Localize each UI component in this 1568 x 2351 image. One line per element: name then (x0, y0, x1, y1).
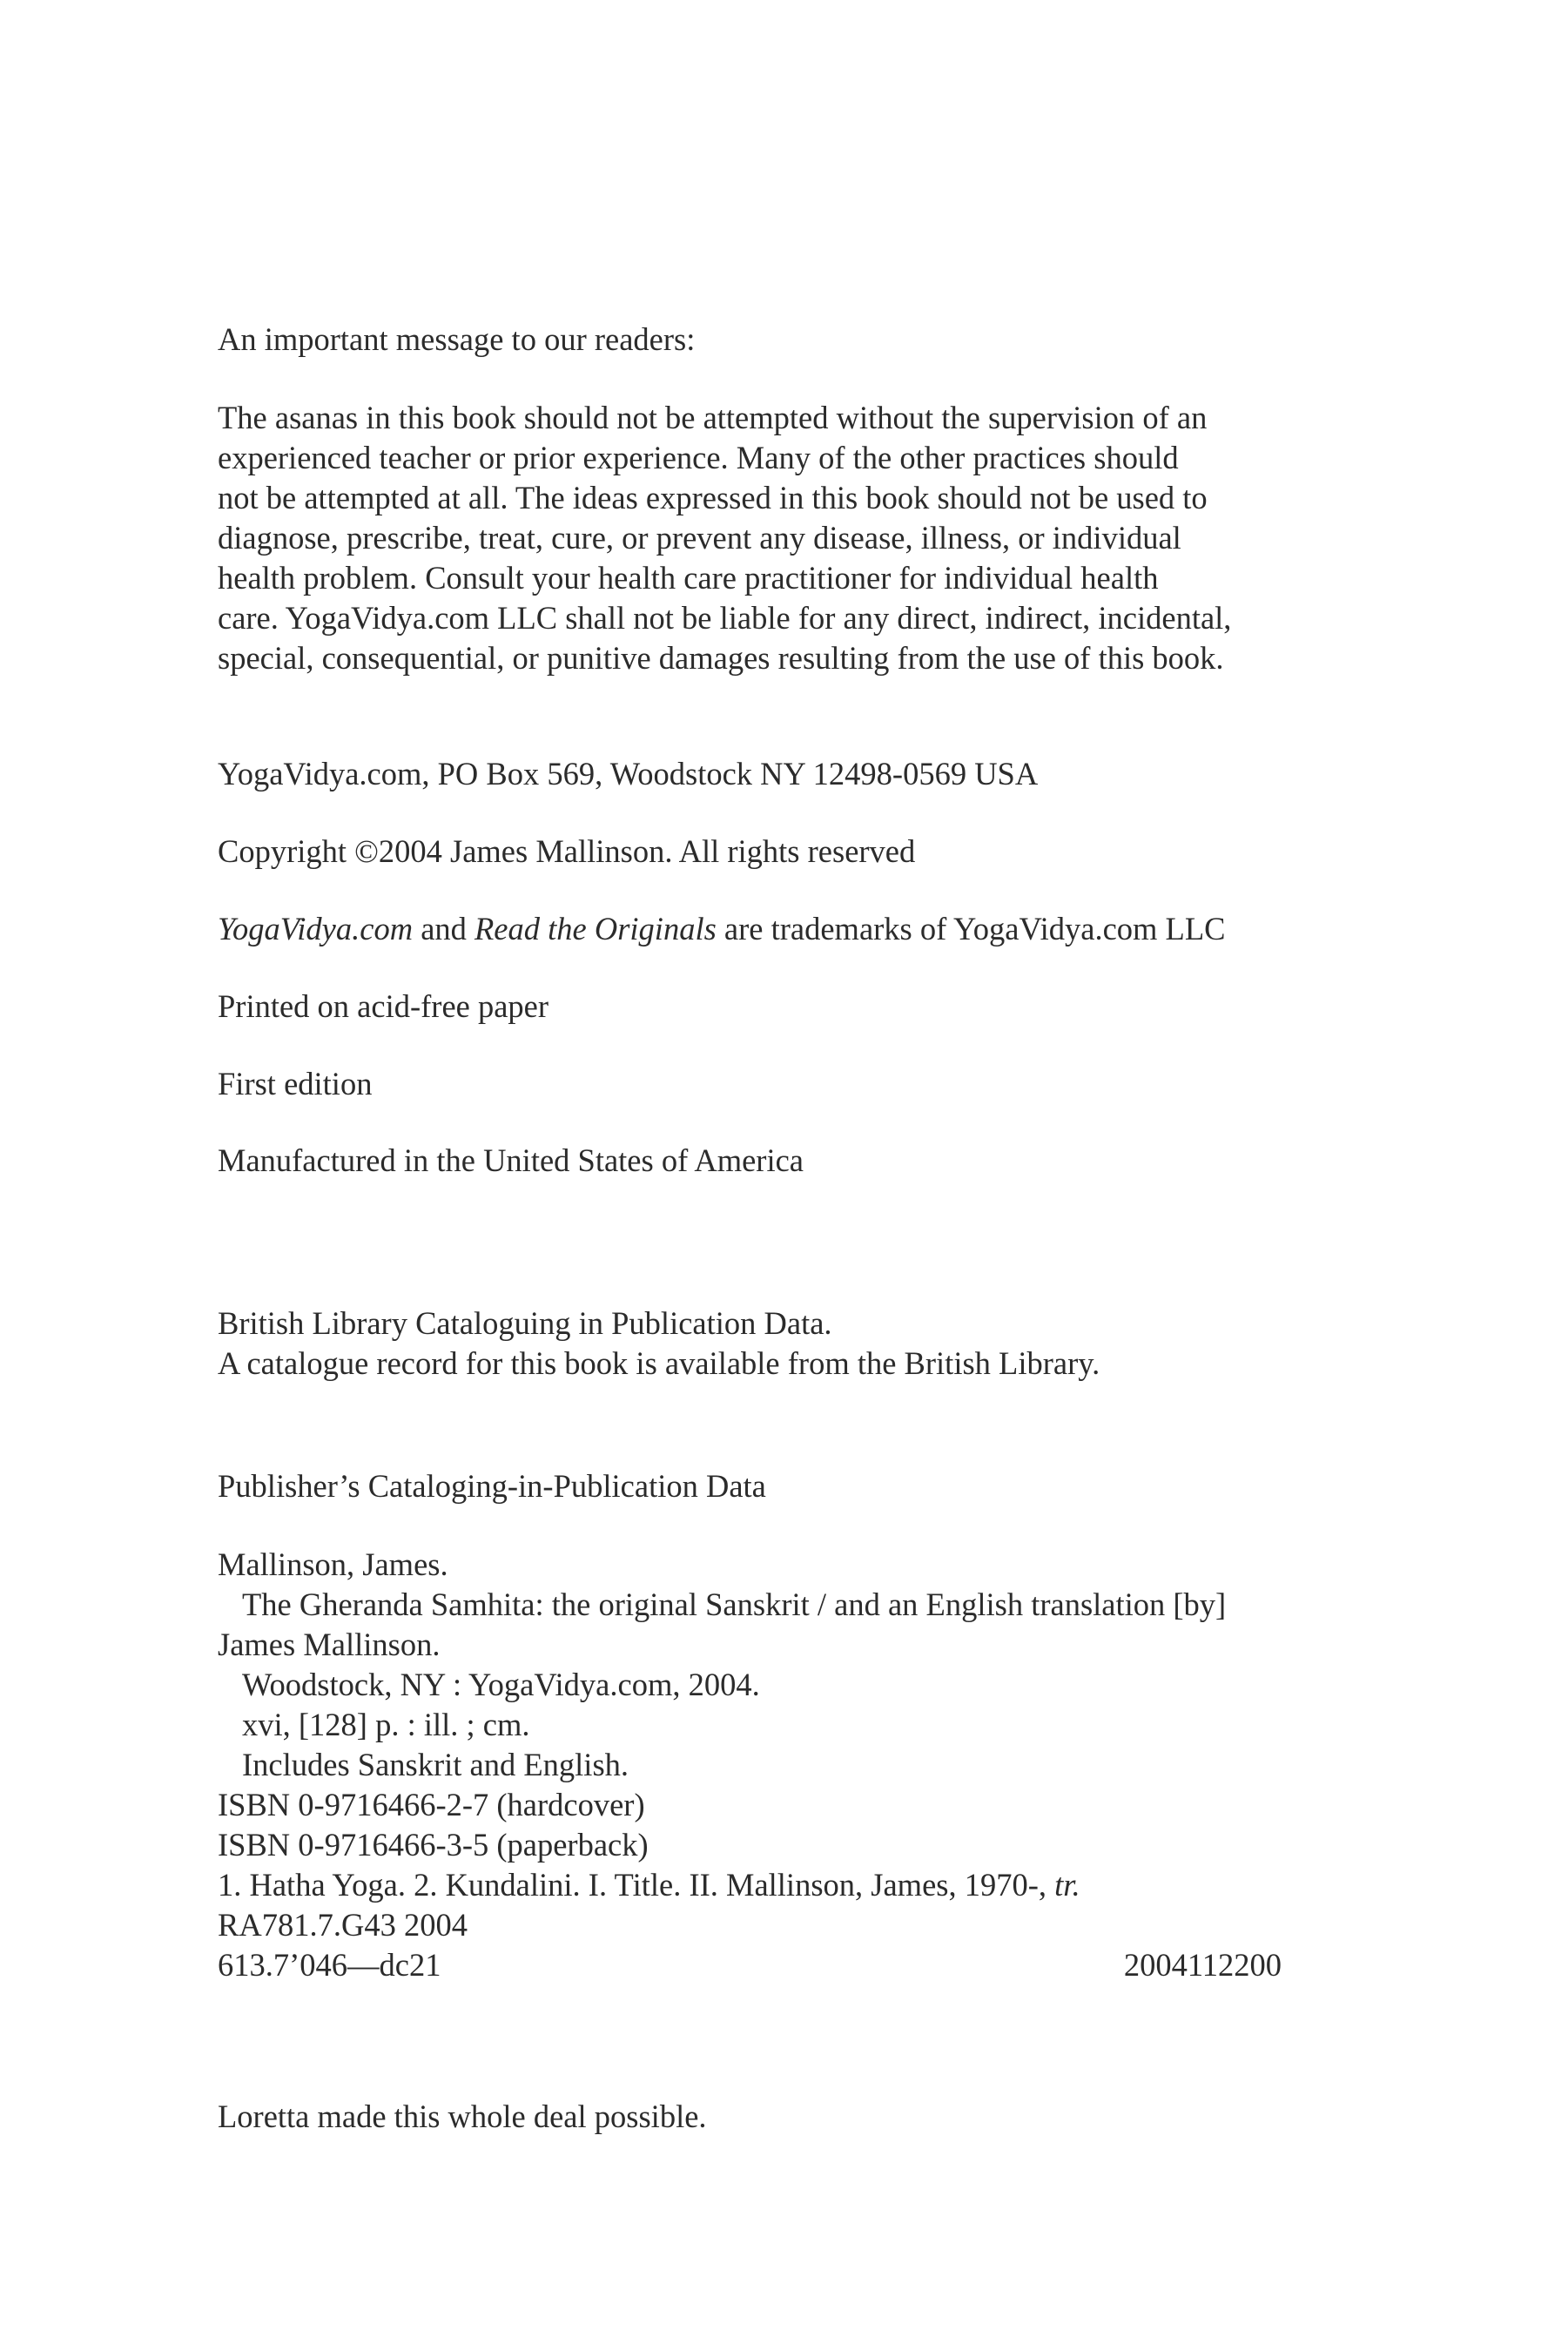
notice-line: experienced teacher or prior experience. Many of the other practices should (218, 440, 1179, 475)
cip-heading-text: Publisher’s Cataloging-in-Publication Data (218, 1468, 766, 1504)
cip-isbn-paperback: ISBN 0-9716466-3-5 (paperback) (218, 1827, 649, 1863)
paper-notice (218, 987, 548, 1027)
dedication-text: Loretta made this whole deal possible. (218, 2098, 707, 2134)
cip-title-line: James Mallinson. (218, 1627, 441, 1662)
cip-author: Mallinson, James. (218, 1546, 448, 1582)
cip-language: Includes Sanskrit and English. (242, 1747, 629, 1782)
cip-title-line: The Gheranda Samhita: the original Sanskrit / and an English translation [by] (242, 1586, 1227, 1622)
british-library-line: A catalogue record for this book is available from the British Library. (218, 1345, 1100, 1381)
edition-notice (218, 1064, 372, 1104)
dedication (218, 2097, 707, 2137)
paper-notice-text: Printed on acid-free paper (218, 988, 549, 1024)
cip-physical: xvi, [128] p. : ill. ; cm. (242, 1707, 530, 1742)
publisher-address-text: YogaVidya.com, PO Box 569, Woodstock NY 12498-0569 USA (218, 756, 1039, 792)
manufactured-notice-text: Manufactured in the United States of America (218, 1142, 804, 1178)
trademark-read-the-originals: Read the Originals (474, 911, 717, 946)
cip-subjects-tr: tr. (1054, 1867, 1080, 1903)
notice-line: special, consequential, or punitive damages resulting from the use of this book. (218, 640, 1224, 676)
cip-lc-class: RA781.7.G43 2004 (218, 1907, 468, 1943)
british-library-line: British Library Cataloguing in Publication Data. (218, 1305, 832, 1341)
notice-heading-text: An important message to our readers: (218, 321, 696, 357)
notice-heading (218, 320, 695, 360)
cip-subjects-text: 1. Hatha Yoga. 2. Kundalini. I. Title. II. Mallinson, James, 1970-, (218, 1867, 1055, 1903)
cip-record (218, 1545, 1282, 1985)
cip-publication: Woodstock, NY : YogaVidya.com, 2004. (242, 1667, 760, 1702)
cip-lccn: 2004112200 (1123, 1947, 1282, 1983)
notice-line: The asanas in this book should not be attempted without the supervision of an (218, 400, 1208, 435)
edition-notice-text: First edition (218, 1066, 373, 1101)
british-library-cip (218, 1303, 1100, 1384)
manufactured-notice (218, 1141, 804, 1181)
cip-isbn-hardcover: ISBN 0-9716466-2-7 (hardcover) (218, 1787, 645, 1822)
copyright-notice-text: Copyright ©2004 James Mallinson. All rights reserved (218, 833, 916, 869)
notice-body (218, 398, 1231, 678)
cip-subjects (218, 1865, 1282, 1905)
notice-line: not be attempted at all. The ideas expressed in this book should not be used to (218, 480, 1208, 515)
notice-line: care. YogaVidya.com LLC shall not be liable for any direct, indirect, incidental, (218, 600, 1232, 636)
trademark-yogavidya: YogaVidya.com (218, 911, 414, 946)
cip-dewey: 613.7’046—dc21 (218, 1947, 441, 1983)
notice-line: diagnose, prescribe, treat, cure, or prevent any disease, illness, or individual (218, 520, 1181, 556)
trademark-rest: are trademarks of YogaVidya.com LLC (716, 911, 1226, 946)
publisher-address (218, 754, 1038, 794)
cip-dewey-row (218, 1945, 1282, 1985)
copyright-notice (218, 832, 915, 872)
trademark-and: and (413, 911, 475, 946)
trademark-notice (218, 909, 1226, 949)
cip-heading (218, 1466, 766, 1506)
notice-line: health problem. Consult your health care practitioner for individual health (218, 560, 1159, 596)
